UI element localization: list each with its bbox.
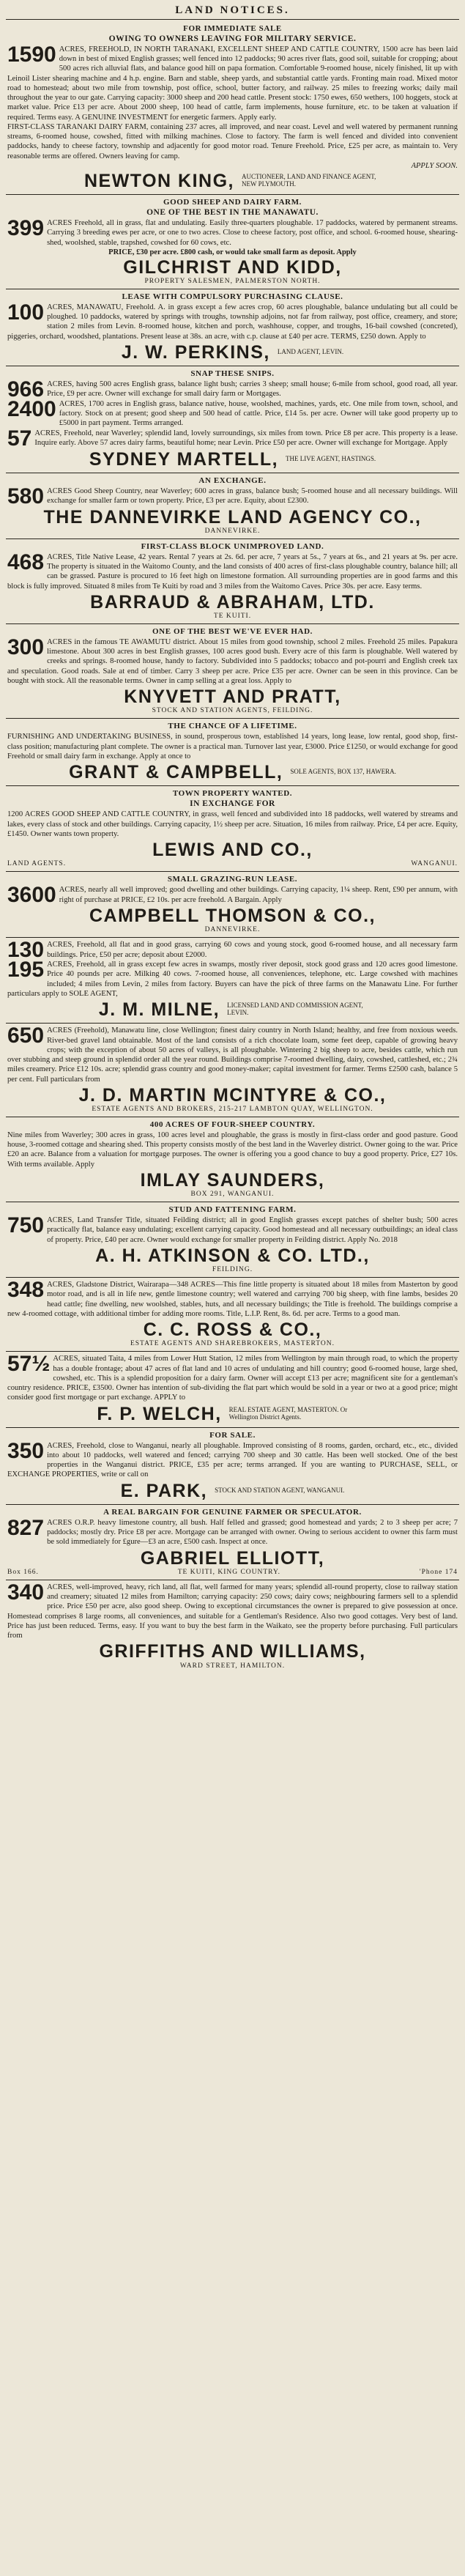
agent-address: DANNEVIRKE.: [204, 926, 261, 934]
advertisement: [6, 938, 459, 1024]
agent-row: [7, 450, 458, 469]
advertisement: [6, 289, 459, 366]
acreage-number: 340: [7, 1580, 45, 1605]
acreage-number: 827: [7, 1515, 45, 1540]
agent-name: GRANT & CAMPBELL,: [69, 762, 283, 783]
agent-name: GRIFFITHS AND WILLIAMS,: [99, 1641, 366, 1662]
advertisement: [6, 872, 459, 938]
ad-heading: FOR SALE.: [209, 1430, 256, 1440]
advertisement: [6, 195, 459, 289]
agent-row: [7, 343, 458, 362]
agent-address: TE KUITI.: [213, 612, 252, 620]
agent-details: AUCTIONEER, LAND AND FINANCE AGENT, NEW PLYMOUTH.: [242, 173, 376, 188]
advertisement: [6, 1580, 459, 1673]
agent-details: STOCK AND STATION AGENT, WANGANUI.: [215, 1486, 345, 1494]
ad-body-text: ACRES O.R.P. heavy limestone country, all bush. Half felled and grassed; good homestead and yards; 2 to 3 sheep per acre; 7 paddocks; mostly dry. Price £8 per acre. Mortgage can be arranged with owner. Owing to serious accident to owner this farm must be sold immediately for £gure—£3 an acre, £500 cash. Inspect at once.: [47, 1518, 458, 1547]
ad-heading: FOR IMMEDIATE SALE: [183, 24, 282, 33]
ad-body: [7, 1515, 458, 1547]
agent-name: IMLAY SAUNDERS,: [140, 1169, 325, 1191]
ad-subheading: IN EXCHANGE FOR: [190, 799, 275, 809]
advertisement: [6, 786, 459, 872]
ad-body-text: 1200 ACRES GOOD SHEEP AND CATTLE COUNTRY, in grass, well fenced and subdivided into 18 paddocks, well watered by streams and lakes, every class of stock and other buildings. Carrying capacity, 1½ sheep per acre. Situation, 16 miles from railway. Price, £4 per acre. Equity, £1450. Owner wants town property.: [7, 810, 458, 838]
agent-details: LICENSED LAND AND COMMISSION AGENT, LEVIN.: [227, 1002, 363, 1017]
agent-address-part: LAND AGENTS.: [7, 860, 67, 868]
ad-body: [7, 42, 458, 122]
ad-body-text: ACRES, Freehold, near Waverley; splendid land, lovely surroundings, six miles from town. Price £8 per acre. This property is a lease. Inquire early. Above 57 acres dairy farms, beautiful home; near Levin. Price £50 per acre. Owner will exchange for Mortgage. Apply: [34, 429, 458, 447]
ad-body: [7, 1354, 458, 1402]
advertisement: [6, 1202, 459, 1278]
agent-address: ESTATE AGENTS AND BROKERS, 215-217 LAMBTON QUAY, WELLINGTON.: [92, 1106, 373, 1113]
ad-body: [7, 1280, 458, 1319]
agent-name: C. C. ROSS & CO.,: [143, 1320, 322, 1341]
acreage-number: 650: [7, 1024, 45, 1048]
acreage-number: 750: [7, 1213, 45, 1238]
ad-body-text: ACRES (Freehold), Manawatu line, close Wellington; finest dairy country in North Island; healthy, and free from noxious weeds. River-bed gravel land obtainable. Most of the land consists of a rich chocolate loam, some feet deep, capable of growing heavy crops; with the exception of about 50 acres of valleys, is all ploughable. Wintering 2 big sheep to acre, besides cattle, which run over stubbing and steep ground in splendid order all the year round. Buildings comprise 7-roomed dwelling, dairy, cowshed, cattleshed, etc.; 2¾ miles creamery. Price £12 10s. acre; splendid grass country and good money-maker; capital investment for farmer. Terms £2500 cash, balance 5 per cent. Full particulars from: [7, 1026, 458, 1084]
ad-body: [7, 549, 458, 591]
agent-details: LAND AGENT, LEVIN.: [277, 348, 344, 356]
agent-row: [7, 1404, 458, 1424]
advertisement: [6, 624, 459, 719]
agent-details: THE LIVE AGENT, HASTINGS.: [286, 454, 376, 462]
acreage-number: 1590: [7, 42, 56, 67]
ad-body-text: ACRES, Title Native Lease, 42 years. Rental 7 years at 2s. 6d. per acre, 7 years at 5s., 7 years at 6s., and 21 years at 9s. per acre. The property is situated in the Waitomo County, and the land consists of 400 acres of first-class ploughable country, balance hill; all can be grassed. Pasture is procured to 16 feet high on limestone formation. All surrounding properties are in good farms and this block is fully improved. Situated 8 miles from Te Kuiti by road and 3 miles from the Waitomo Caves. Price 30s. per acre. Easy terms.: [7, 552, 458, 591]
ad-body-text: ACRES, nearly all well improved; good dwelling and other buildings. Carrying capacity, 1¼ sheep. Rent, £90 per annum, with right of purchase at PRICE, £2 10s. per acre freehold. A Bargain. Apply: [59, 886, 458, 904]
agent-name: CAMPBELL THOMSON & CO.,: [89, 906, 376, 927]
ad-heading: STUD AND FATTENING FARM.: [168, 1205, 297, 1215]
ad-body: [7, 732, 458, 761]
agent-address: ESTATE AGENTS AND SHAREBROKERS, MASTERTON.: [130, 1340, 335, 1348]
agent-row: [7, 1000, 458, 1019]
ad-body-text: ACRES, Gladstone District, Wairarapa—348 ACRES—This fine little property is situated about 18 miles from Masterton by good motor road, and is all in life new, gentle limestone country; well watered and carrying 700 big sheep, with fine lambs, besides 20 head cattle; fine dwelling, new woolshed, stables, huts, and all necessary buildings; the Title is freehold. The buildings comprise a new 4-roomed cottage, with additional timber for adding more rooms. Title, L.I.P. Rent, 8s. 6d. per acre. Terms to a good man.: [7, 1281, 458, 1318]
agent-name: J. D. MARTIN MCINTYRE & CO.,: [78, 1084, 387, 1106]
agent-name: KNYVETT AND PRATT,: [124, 686, 341, 708]
acreage-number: 348: [7, 1278, 45, 1303]
ad-heading: ONE OF THE BEST WE'VE EVER HAD.: [152, 626, 313, 636]
ad-body: [7, 122, 458, 161]
ad-heading: SNAP THESE SNIPS.: [190, 369, 275, 379]
ad-body: [7, 1026, 458, 1084]
land-notices-page: [6, 3, 459, 2570]
ad-body-text: ACRES, situated Taita, 4 miles from Lower Hutt Station, 12 miles from Wellington by main through road, to which the property has a double frontage; about 47 acres of flat land and 10 acres of undulating and hill country; good 6-roomed house, large shed, cowshed, etc. This is a splendid proposition for a dairy farm. Owner will accept £13 per acre; magnificent site for a gentleman's country residence. PRICE, £3500. Owner has intention of sub-dividing the flat part which would be sold in a year or two at a good price; might consider good first mortgage or part exchange. APPLY to: [7, 1355, 458, 1402]
ad-heading: GOOD SHEEP AND DAIRY FARM.: [163, 198, 302, 207]
ad-body: [7, 810, 458, 839]
agent-name: LEWIS AND CO.,: [152, 840, 313, 861]
ad-body: [7, 300, 458, 341]
agent-details: REAL ESTATE AGENT, MASTERTON. Or Wellington District Agents.: [228, 1405, 348, 1421]
advertisement: [6, 366, 459, 473]
advertisement: [6, 1278, 459, 1352]
ad-body: [7, 1130, 458, 1169]
agent-address: DANNEVIRKE.: [204, 527, 261, 535]
ad-heading: AN EXCHANGE.: [198, 475, 267, 485]
agent-row: [7, 763, 458, 782]
acreage-number: 2400: [7, 397, 56, 421]
ad-body-text: Nine miles from Waverley; 300 acres in grass, 100 acres level and ploughable, the grass is mostly in first-class order and good pasture. Good house, 3-roomed cottage and shearing shed. This property consists mostly of the best land in the Waverley district. Owner going to the war. Price £20 an acre. Balance from a valuation for mortgage purposes. The owner is offering you a good chance to buy a good property. Price, £27 10s. With terms available. Apply: [7, 1131, 458, 1169]
advertisement: [6, 539, 459, 624]
ad-body: [7, 634, 458, 686]
masthead-title: LAND NOTICES.: [6, 3, 459, 20]
acreage-number: 100: [7, 300, 45, 325]
agent-address: FEILDING.: [212, 1266, 253, 1274]
acreage-number: 57: [7, 426, 32, 451]
ad-subheading: OWING TO OWNERS LEAVING FOR MILITARY SERVICE.: [108, 34, 357, 43]
agent-name: GABRIEL ELLIOTT,: [140, 1547, 325, 1569]
acreage-number: 195: [7, 958, 45, 982]
acreage-number: 3600: [7, 883, 56, 908]
acreage-number: 966: [7, 377, 45, 402]
agent-row: [7, 171, 458, 190]
ad-heading: 400 ACRES OF FOUR-SHEEP COUNTRY.: [149, 1120, 316, 1129]
ad-body: [7, 426, 458, 451]
ad-body: [7, 218, 458, 248]
ad-heading: THE CHANCE OF A LIFETIME.: [168, 722, 297, 731]
acreage-number: 300: [7, 634, 45, 659]
agent-name: J. M. MILNE,: [98, 999, 220, 1021]
ad-body-text: FIRST-CLASS TARANAKI DAIRY FARM, containing 237 acres, all improved, and near coast. Level and well watered by permanent running streams, 6-roomed house, cowshed, fitted with milking machines. Close to factory. The farm is well fenced and divided into convenient paddocks, handy to cheese factory, township and adjacently for good motor road. Tenure Freehold. Price, £25 per acre, as maintain to. Very reasonable terms are offered. Owners leaving for camp.: [7, 122, 458, 160]
ad-body: [7, 1438, 458, 1480]
ad-body: [7, 883, 458, 908]
acreage-number: 468: [7, 549, 45, 574]
ad-body-text: ACRES Freehold, all in grass, flat and undulating. Easily three-quarters ploughable. 17 paddocks, watered by permanent streams. Carrying 3 breeding ewes per acre, or one to two acres. Close to cheese factory, post office, and school. 6-roomed house, shearing-shed, woolshed, stable, trapshed, cowshed for 60 cows, etc.: [47, 219, 458, 247]
ad-body-text: ACRES, Freehold, all in grass except few acres in swamps, mostly river deposit, stock good grass and 120 acres good limestone. Price 40 pounds per acre. Milking 40 cows. 7-roomed house, all conveniences, telephone, etc. Large cowshed with machines included; 4 miles from Levin, 2 miles from factory. Buyers can have the pick of three farms on the Manawatu Line. For further particulars apply to SOLE AGENT,: [7, 961, 458, 998]
advertisement: [6, 1024, 459, 1117]
acreage-number: 580: [7, 484, 45, 508]
agent-name: GILCHRIST AND KIDD,: [123, 256, 342, 278]
ad-heading: TOWN PROPERTY WANTED.: [172, 789, 293, 799]
acreage-number: 57½: [7, 1352, 51, 1377]
advertisement: [6, 1428, 459, 1505]
agent-address-part: 'Phone 174: [419, 1568, 458, 1576]
price-line: PRICE, £30 per acre. £800 cash, or would take small farm as deposit. Apply: [108, 248, 357, 256]
advertisement: [6, 21, 459, 195]
agent-name: E. PARK,: [120, 1480, 208, 1501]
agent-address: WARD STREET, HAMILTON.: [179, 1662, 286, 1670]
ad-heading: FIRST-CLASS BLOCK UNIMPROVED LAND.: [141, 541, 324, 551]
ad-body: [7, 399, 458, 429]
ad-heading: LEASE WITH COMPULSORY PURCHASING CLAUSE.: [122, 292, 343, 302]
apply-note: APPLY SOON.: [411, 161, 458, 170]
agent-name: THE DANNEVIRKE LAND AGENCY CO.,: [43, 506, 422, 528]
acreage-number: 399: [7, 216, 45, 241]
ad-body: [7, 1215, 458, 1245]
acreage-number: 350: [7, 1438, 45, 1463]
agent-address: PROPERTY SALESMEN, PALMERSTON NORTH.: [144, 278, 321, 286]
agent-name: NEWTON KING,: [83, 170, 235, 191]
ad-subheading: ONE OF THE BEST IN THE MANAWATU.: [146, 208, 319, 218]
ad-body: [7, 938, 458, 963]
ad-body-text: ACRES Good Sheep Country, near Waverley; 600 acres in grass, balance bush; 5-roomed house and all necessary buildings. Will exchange for smaller farm or town property. Price, £3 per acre. Equity, about £2300.: [47, 486, 458, 505]
advertisement: [6, 1352, 459, 1427]
agent-address-row: [7, 860, 458, 867]
advertisement: [6, 719, 459, 786]
agent-name: BARRAUD & ABRAHAM, LTD.: [90, 591, 375, 612]
ad-body: [7, 960, 458, 999]
ad-body-text: ACRES, having 500 acres English grass, balance light bush; carries 3 sheep; small house; 6-mile from school, good road, all year. Price, £9 per acre. Owner will exchange for small dairy farm or Mortgages.: [47, 380, 458, 399]
advertisement: [6, 473, 459, 539]
ad-body: [7, 486, 458, 506]
advertisements-column: [6, 21, 459, 1673]
agent-name: A. H. ATKINSON & CO. LTD.,: [95, 1245, 370, 1266]
ad-body-text: ACRES, Freehold, all flat and in good grass, carrying 60 cows and young stock, good 6-roomed house, and all necessary farm buildings. Price, £50 per acre; deposit about £2000.: [47, 941, 458, 959]
agent-name: F. P. WELCH,: [97, 1403, 222, 1424]
ad-body-text: FURNISHING AND UNDERTAKING BUSINESS, in sound, prosperous town, established 14 years, long lease, low rental, good shop, first-class position; manufacturing plant complete. The owner is a practical man. Turnover last year, £3000. Price £1250, or would exchange for good Freehold or small dairy farm in exchange. Apply at once to: [7, 733, 458, 760]
agent-address-part: Box 166.: [7, 1568, 39, 1576]
advertisement: [6, 1117, 459, 1202]
ad-heading: SMALL GRAZING-RUN LEASE.: [167, 875, 298, 884]
agent-address-part: WANGANUI.: [411, 860, 458, 868]
advertisement: [6, 1505, 459, 1580]
acreage-number: 130: [7, 938, 45, 963]
ad-body-text: ACRES, MANAWATU, Freehold. A. in grass except a few acres crop, 60 acres ploughable, balance undulating but all could be ploughed. 10 paddocks, watered by springs with troughs, township adjoins, not far from railway, post office, creamery, and store; station 2 miles from Levin. 8-roomed house, kitchen and porch, washhouse, copper, and troughs, 16-bail cowshed (concreted), piggeries, orchard, woodshed, plantations. Present lease at 38s. an acre, with c.p. clause at £40 per acre. TERMS, £250 down. Apply to: [7, 303, 458, 341]
agent-address-row: [7, 1569, 458, 1576]
ad-body-text: ACRES, well-improved, heavy, rich land, all flat, well farmed for many years; splendid all-round property, close to railway station and creamery; situated 12 miles from Hamilton; carrying capacity: 250 cows; dairy cows; neighbouring farmers sell to a splendid price. Price £50 per acre, also good sheep. Owing to exceptional circumstances the owner is prepared to give possession at once. Homestead comprises 8 large rooms, all conveniences, and suitable for a Gentleman's Residence. Also two good cottages. Very best of land. Price has just been reduced. Terms, easy. If you want to buy the best farm in the Waikato, see the property before purchasing. Full particulars from: [7, 1583, 458, 1640]
agent-address: BOX 291, WANGANUI.: [190, 1191, 275, 1199]
ad-body: [7, 1580, 458, 1640]
agent-name: SYDNEY MARTELL,: [89, 448, 279, 470]
ad-body-text: ACRES, Freehold, close to Wanganui, nearly all ploughable. Improved consisting of 8 rooms, garden, orchard, etc., etc., divided into about 10 paddocks, well watered and fenced; carrying 700 sheep and 30 cattle. Has been well stocked. One of the best properties in the Wanganui district. PRICE, £35 per acre; terms arranged. If you are wanting to PURCHASE, SELL, or EXCHANGE PROPERTIES, write or call on: [7, 1441, 458, 1479]
ad-body: [7, 377, 458, 402]
agent-name: J. W. PERKINS,: [121, 341, 270, 363]
ad-body-text: ACRES, FREEHOLD, IN NORTH TARANAKI, EXCELLENT SHEEP AND CATTLE COUNTRY, 1500 acre has been laid down in best of mixed English grasses; well fenced into 12 paddocks; 90 acres river flats, good soil, suitable for cropping; about 500 acres rich alluvial flats, and balance good hill on papa formation. Comfortable 9-roomed house, nicely finished, lit up with Leinoil Lister shearing machine and 4 h.p. engine. Barn and stable, sheep yards, and substantial cattle yards. Fronting main road. Mixed motor road to homestead; about two mile from township, post office, school, butter factory, and railway. 25 miles to freezing works; daily mail throughout the year to our gate. Carrying capacity: 3000 sheep and 200 head cattle. Present stock: 1750 ewes, 650 wethers, 100 hoggets, stock at market value. Price £13 per acre. About 2000 sheep, 100 head of cattle, farm implements, house furniture, etc. to be taken at valuation if required. Terms easy. A GENUINE INVESTMENT for energetic farmers. Apply early.: [7, 45, 458, 122]
agent-address: STOCK AND STATION AGENTS, FEILDING.: [152, 707, 313, 715]
ad-body-text: ACRES in the famous TE AWAMUTU district. About 15 miles from good township, school 2 miles. Freehold 25 miles. Papakura limestone. About 300 acres in best English grasses, 100 acres good bush. Every acre of this farm is ploughable. Well watered by creeks and springs. 8-roomed house, handy to factory. Subdivided into 5 paddocks; tobacco and pot-pourri and English creek tax and speculation. Good roads. Sale at end of timber. Carry 3 sheep per acre. Price £35 per acre. Owner can be seen in this province. Can be bought with stock. All the reasonable terms. Owner in camp selling at a great loss. Apply to: [7, 637, 458, 685]
agent-details: SOLE AGENTS, BOX 137, HAWERA.: [290, 768, 396, 776]
agent-row: [7, 1481, 458, 1500]
agent-address-part: TE KUITI, KING COUNTRY.: [177, 1568, 280, 1576]
ad-body-text: ACRES, Land Transfer Title, situated Feilding district; all in good English grasses except patches of shelter bush; 500 acres practically flat, balance easy undulating; excellent carrying capacity. Good homestead and all necessary outbuildings; an ideal class of property. Price, £40 per acre. Owner would exchange for smaller property in Feilding district. Apply No. 2018: [47, 1216, 458, 1244]
ad-heading: A REAL BARGAIN FOR GENUINE FARMER OR SPECULATOR.: [103, 1507, 362, 1517]
ad-body-text: ACRES, 1700 acres in English grass, balance native, house, woolshed, machines, yards, etc. One mile from town, school, and factory. Stock on at present; good sheep and 500 head of cattle. Price, £14 5s. per acre. Owner will take good property up to £5000 in part payment. Terms arranged.: [59, 400, 458, 428]
